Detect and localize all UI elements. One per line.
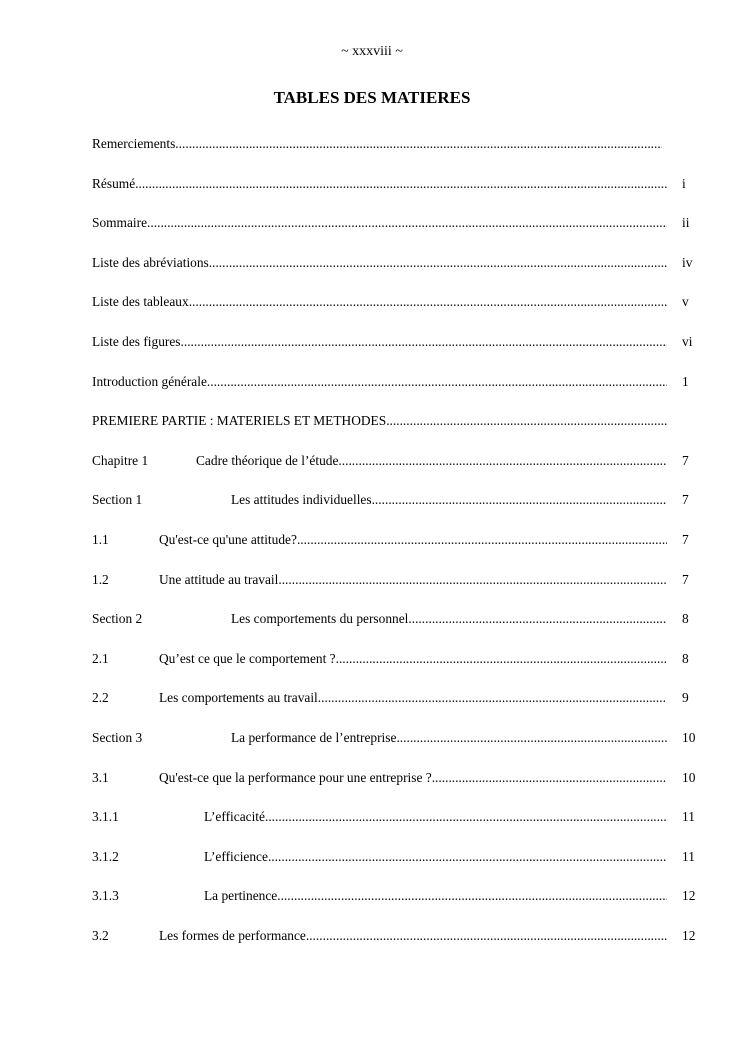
toc-row-introduction [92, 372, 704, 412]
toc-label: L’efficacité [204, 809, 265, 825]
toc-page: 7 [682, 571, 689, 587]
toc-row-resume [92, 174, 704, 214]
toc-number: 1.1 [92, 531, 109, 547]
toc-page: 12 [682, 888, 696, 904]
toc-row-section-1 [92, 490, 704, 530]
toc-number: 3.2 [92, 927, 109, 943]
toc-label: L’efficience [204, 848, 268, 864]
toc-label: Qu’est ce que le comportement ? [159, 650, 336, 666]
page-title: TABLES DES MATIERES [273, 88, 471, 107]
toc-number: 3.1.1 [92, 809, 119, 825]
toc-label: Une attitude au travail [159, 571, 279, 587]
toc-page: 7 [682, 531, 689, 547]
toc-row-1-1 [92, 530, 704, 570]
toc-row-figures [92, 332, 704, 372]
toc-page: 7 [682, 492, 689, 508]
toc-label: La pertinence [204, 888, 278, 904]
table-of-contents [92, 134, 704, 965]
toc-row-sommaire [92, 213, 704, 253]
toc-number: 1.2 [92, 571, 109, 587]
toc-label: Qu'est-ce qu'une attitude? [159, 531, 297, 547]
page-number: ~ xxxviii ~ [341, 44, 403, 59]
toc-number: Section 2 [92, 611, 143, 627]
toc-page: 12 [682, 927, 696, 943]
toc-label: Liste des abréviations [92, 254, 209, 270]
toc-label: Les attitudes individuelles [231, 492, 372, 508]
toc-label: PREMIERE PARTIE : MATERIELS ET METHODES [92, 413, 387, 429]
toc-page: vi [682, 333, 693, 349]
toc-row-premiere-partie [92, 411, 704, 451]
toc-row-section-3 [92, 728, 704, 768]
toc-page: 11 [682, 848, 695, 864]
toc-row-abreviations [92, 253, 704, 293]
toc-row-3-1-3 [92, 886, 704, 926]
toc-label: Introduction générale [92, 373, 207, 389]
toc-page: 8 [682, 611, 689, 627]
toc-label: Résumé [92, 175, 136, 191]
toc-label: Qu'est-ce que la performance pour une entreprise ? [159, 769, 432, 785]
toc-row-1-2 [92, 570, 704, 610]
toc-row-3-1-2 [92, 847, 704, 887]
toc-label: Les formes de performance [159, 927, 306, 943]
toc-row-3-2 [92, 926, 704, 966]
toc-row-remerciements [92, 134, 704, 174]
toc-page: ii [682, 215, 690, 231]
toc-page: i [682, 175, 686, 191]
toc-row-2-2 [92, 688, 704, 728]
toc-number: 3.1.2 [92, 848, 119, 864]
toc-row-chapitre-1 [92, 451, 704, 491]
toc-page: 7 [682, 452, 689, 468]
toc-label: Les comportements au travail [159, 690, 318, 706]
toc-number: 3.1.3 [92, 888, 119, 904]
toc-page: 9 [682, 690, 689, 706]
toc-row-2-1 [92, 649, 704, 689]
toc-row-3-1-1 [92, 807, 704, 847]
toc-row-3-1 [92, 768, 704, 808]
toc-number: 2.2 [92, 690, 109, 706]
toc-number: 2.1 [92, 650, 109, 666]
toc-number: Section 3 [92, 729, 143, 745]
toc-page: 10 [682, 769, 696, 785]
toc-page: 8 [682, 650, 689, 666]
toc-label: Liste des tableaux [92, 294, 189, 310]
toc-number: Section 1 [92, 492, 143, 508]
toc-page: 11 [682, 809, 695, 825]
toc-number: 3.1 [92, 769, 109, 785]
toc-row-section-2 [92, 609, 704, 649]
toc-row-tableaux [92, 292, 704, 332]
toc-label: Les comportements du personnel [231, 611, 409, 627]
toc-page: 1 [682, 373, 689, 389]
toc-page: v [682, 294, 689, 310]
toc-label: Cadre théorique de l’étude [196, 452, 339, 468]
toc-label: Sommaire [92, 215, 148, 231]
toc-label: Liste des figures [92, 333, 181, 349]
toc-page: 10 [682, 729, 696, 745]
toc-page: iv [682, 254, 693, 270]
toc-number: Chapitre 1 [92, 452, 149, 468]
toc-label: La performance de l’entreprise [231, 729, 397, 745]
toc-label: Remerciements [92, 136, 176, 151]
